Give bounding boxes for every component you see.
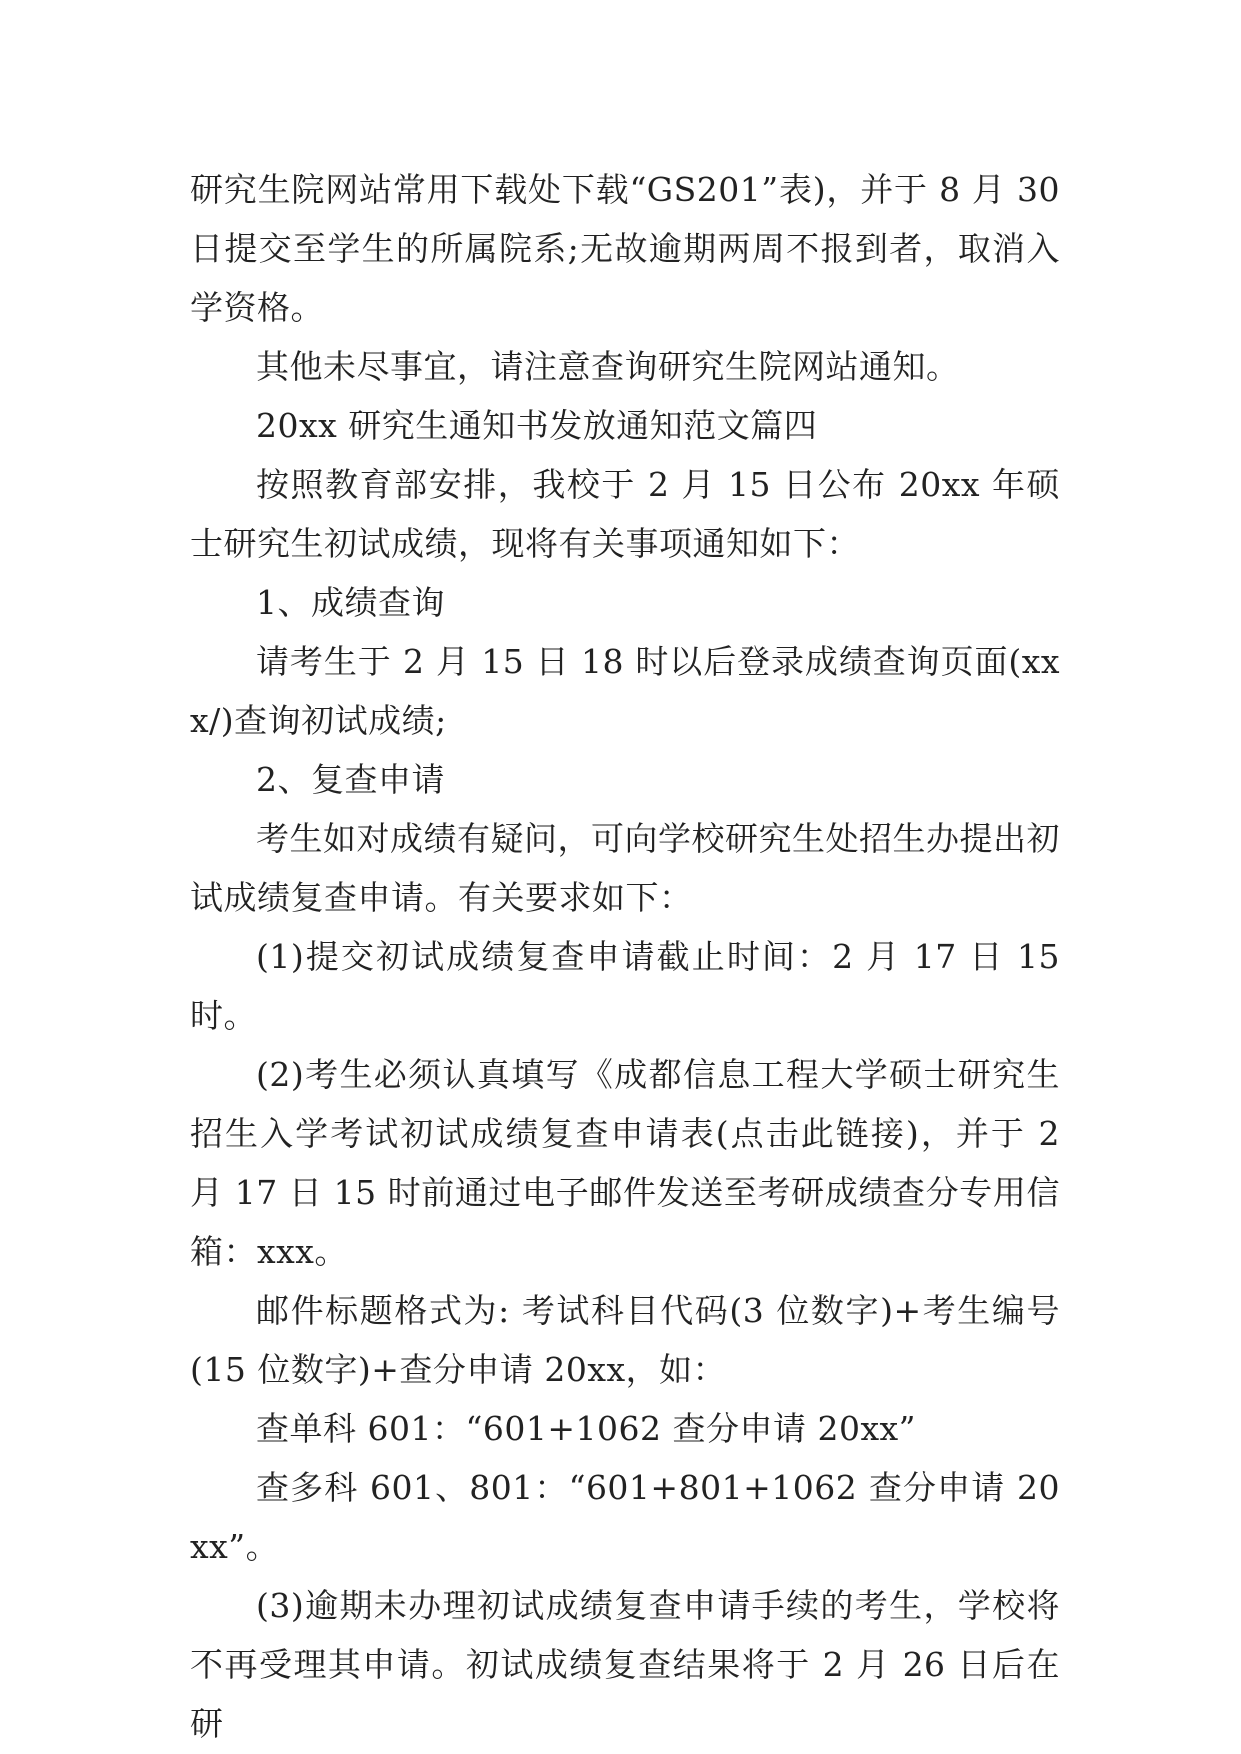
item-heading-review: 2、复查申请 <box>256 760 445 799</box>
document-body <box>190 160 1060 1753</box>
paragraph-continuation: 研究生院网站常用下载处下载“GS201”表)，并于 8 月 30 日提交至学生的所属院系;无故逾期两周不报到者，取消入学资格。 <box>190 170 1060 327</box>
paragraph-score-query: 请考生于 2 月 15 日 18 时以后登录成绩查询页面(xxx/)查询初试成绩; <box>190 642 1060 740</box>
paragraph-late-application: (3)逾期未办理初试成绩复查申请手续的考生，学校将不再受理其申请。初试成绩复查结果将于 2 月 26 日后在研 <box>190 1586 1060 1743</box>
item-heading-score-query: 1、成绩查询 <box>256 583 445 622</box>
paragraph-review-deadline: (1)提交初试成绩复查申请截止时间：2 月 17 日 15 时。 <box>190 937 1060 1035</box>
paragraph-review-form: (2)考生必须认真填写《成都信息工程大学硕士研究生招生入学考试初试成绩复查申请表(点击此链接)，并于 2 月 17 日 15 时前通过电子邮件发送至考研成绩查分专用信箱：xxx。 <box>190 1055 1060 1271</box>
paragraph-example-multiple: 查多科 601、801：“601+801+1062 查分申请 20xx”。 <box>190 1468 1060 1566</box>
paragraph-example-single: 查单科 601：“601+1062 查分申请 20xx” <box>256 1409 917 1448</box>
paragraph-intro: 按照教育部安排，我校于 2 月 15 日公布 20xx 年硕士研究生初试成绩，现将有关事项通知如下： <box>190 465 1060 563</box>
paragraph-email-format: 邮件标题格式为: 考试科目代码(3 位数字)+考生编号(15 位数字)+查分申请 20xx，如： <box>190 1291 1060 1389</box>
paragraph-other-matters: 其他未尽事宜，请注意查询研究生院网站通知。 <box>256 347 960 386</box>
paragraph-review-intro: 考生如对成绩有疑问，可向学校研究生处招生办提出初试成绩复查申请。有关要求如下： <box>190 819 1060 917</box>
section-heading: 20xx 研究生通知书发放通知范文篇四 <box>256 406 818 445</box>
